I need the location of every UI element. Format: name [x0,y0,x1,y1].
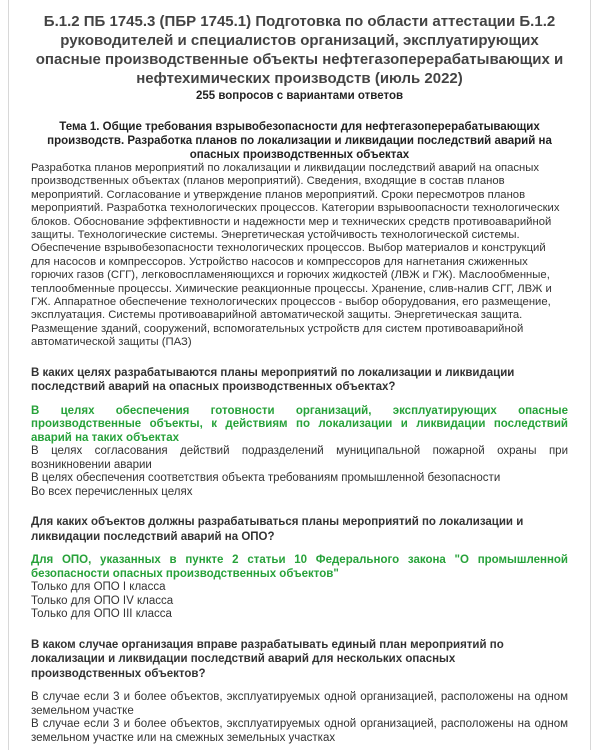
answer-option: В целях согласования действий подразделений муниципальной пожарной охраны при возникновении аварии [31,445,568,471]
answer-option: В целях обеспечения соответствия объекта требованиям промышленной безопасности [31,472,501,485]
answer-option: Только для ОПО I класса [31,581,166,594]
correct-answer: В целях обеспечения готовности организаций, эксплуатирующих опасные производственные объекты, к действиям по локализации и ликвидации последствий аварий на таких объектах [31,404,568,444]
question-text: Для каких объектов должны разрабатываться планы мероприятий по локализации и ликвидации последствий аварий на ОПО? [31,516,524,543]
correct-answer: Для ОПО, указанных в пункте 2 статьи 10 Федерального закона "О промышленной безопасности опасных производственных объектов" [31,554,568,580]
answer-option: В случае если 3 и более объектов, эксплуатируемых одной организацией, расположены на одном земельном участке или на смежных земельных участках [31,718,568,744]
question-block-1 [31,366,568,500]
document-title: Б.1.2 ПБ 1745.3 (ПБР 1745.1) Подготовка по области аттестации Б.1.2 руководителей и специалистов организаций, эксплуатирующих опасные производственные объекты нефтегазоперерабатывающих и нефтехимических производств (июль 2022) [35,13,564,87]
question-text: В каком случае организация вправе разрабатывать единый план мероприятий по локализации и ликвидации последствий аварий для нескольких опасных производственных объектов? [31,638,504,680]
answer-option: Только для ОПО IV класса [31,594,174,607]
answer-option: Во всех перечисленных целях [31,485,193,498]
topic-title: Тема 1. Общие требования взрывобезопасности для нефтегазоперерабатывающих производств. Разработка планов по локализации и ликвидации последствий аварий на опасных производственных объектах [47,121,552,161]
question-block-2 [31,515,568,622]
question-block-3 [31,638,568,746]
answer-option: В случае если 3 и более объектов, эксплуатируемых одной организацией, расположены на одном земельном участке [31,691,568,717]
topic-description: Разработка планов мероприятий по локализации и ликвидации последствий аварий на опасных производственных объектах (планов мероприятий). Сведения, входящие в состав планов мероприятий. Согласование и утверждение планов мероприятий. Сроки пересмотров планов мероприятий. Разработка технологических процессов. Категории взрывоопасности технологических блоков. Обоснование эффективности и надежности мер и технических средств противоаварийной защиты. Технологические системы. Энергетическая устойчивость технологической системы. Обеспечение взрывобезопасности технологических процессов. Выбор материалов и конструкций для насосов и компрессоров. Устройство насосов и компрессоров для нагнетания сжиженных горючих газов (СГГ), легковоспламеняющихся и горючих жидкостей (ЛВЖ и ГЖ). Маслообменные, теплообменные процессы. Химические реакционные процессы. Хранение, слив-налив СГГ, ЛВЖ и ГЖ. Аппаратное обеспечение технологических процессов - выбор оборудования, его размещение, эксплуатация. Системы противоаварийной автоматической защиты. Энергетическая защита. Размещение зданий, сооружений, вспомогательных устройств для систем противоаварийной автоматической защиты (ПАЗ) [31,162,560,349]
document-page [8,0,591,750]
question-text: В каких целях разрабатываются планы мероприятий по локализации и ликвидации последствий аварий на опасных производственных объектах? [31,366,515,394]
answer-option: Только для ОПО III класса [31,608,172,621]
document-subtitle: 255 вопросов с вариантами ответов [195,90,404,102]
